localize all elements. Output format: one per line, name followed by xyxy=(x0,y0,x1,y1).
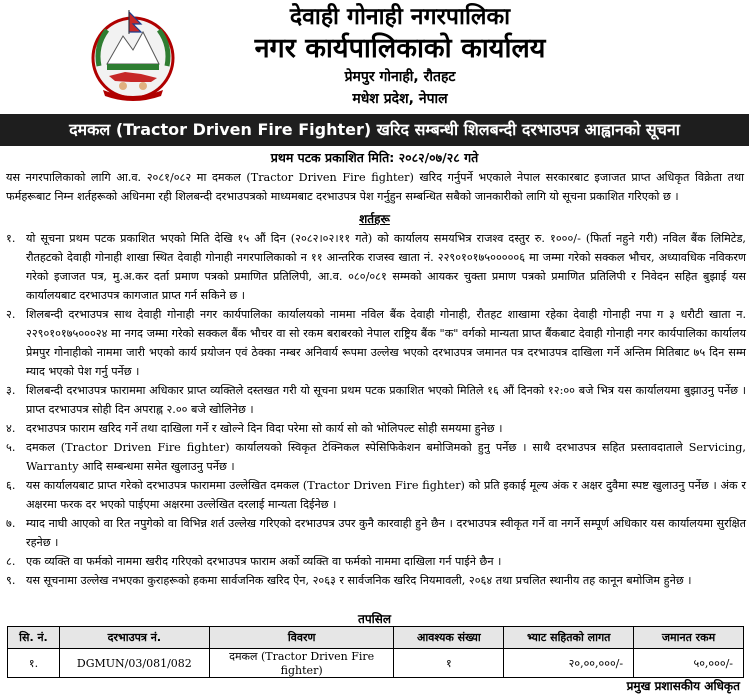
conditions-heading: शर्तहरू xyxy=(359,212,390,226)
column-header: भ्याट सहितको लागत xyxy=(504,627,634,649)
schedule-heading: तपसिल xyxy=(357,612,391,626)
item-text: शिलबन्दी दरभाउपत्र साथ देवाही गोनाही नगर कार्यपालिका कार्यालयको नाममा नविल बैंक देवाही गोनाही, रौतहट शाखामा रहेका देवाही गोनाही नपा ग ३ धरौटी खाता न. २२९०१०१७५०००२४ मा नगद जम्मा गरेको सक्कल बैंक भौचर वा सो रकम बराबरको नेपाल राष्ट्रिय बैंक "क" वर्गको मान्यता प्राप्त बैंकबाट देवाही गोनाही नगर कार्यपालिका कार्यालय प्रेमपुर गोनाहीको नाममा जारी भएको कार्य प्रयोजन एवं ठेक्का नम्बर अनिवार्य रूपमा उल्लेख भएको दरभाउपत्र जमानत पत्र दरभाउपत्र दाखिला गर्ने अन्तिम मितिबाट ७५ दिन सम्म म्याद भएको पेश गर्नु पर्नेछ । xyxy=(26,308,746,378)
table-cell: ५०,०००/- xyxy=(634,649,744,678)
list-item xyxy=(4,229,746,305)
item-text: यो सूचना प्रथम पटक प्रकाशित भएको मिति देखि १५ औं दिन (२०८२।०२।११ गते) को कार्यालय समयभित्र राजश्व दस्तुर रु. १०००/- (फिर्ता नहुने गरी) नविल बैंक लिमिटेड, रौतहटको देवाही गोनाही शाखा स्थित देवाही गोनाही नगरपालिकाको न ११ आन्तरिक राजस्व खाता नं. २२९०१०१७५०००००६ मा जम्मा गरेको सक्कल भौचर, अध्यावधिक नविकरण गरेको इजाजत पत्र, मु.अ.कर दर्ता प्रमाण पत्रको प्रमाणित प्रतिलिपी, आ.व. ०८०/०८१ सम्मको आयकर चुक्ता प्रमाण पत्रको प्रमाणित प्रतिलिपी र निवेदन सहित बुझाई यस कार्यालयबाट दरभाउपत्र कागजात प्राप्त गर्न सकिने छ । xyxy=(26,232,746,302)
item-text: एक व्यक्ति वा फर्मको नाममा खरीद गरिएको दरभाउपत्र फाराम अर्को व्यक्ति वा फर्मको नाममा दाखिला गर्न पाईने छैन । xyxy=(26,555,502,568)
schedule-table xyxy=(7,626,744,678)
table-cell: २०,००,०००/- xyxy=(504,649,634,678)
column-header: आवश्यक संख्या xyxy=(394,627,504,649)
item-number: ४. xyxy=(6,422,16,435)
table-row xyxy=(8,649,744,678)
intro-paragraph: यस नगरपालिकाको लागि आ.व. २०८१/०८२ मा दमकल (Tractor Driven Fire fighter) खरिद गर्नुपर्ने भएकाले नेपाल सरकारबाट इजाजत प्राप्त अधिकृत विक्रेता तथा फर्महरूबाट निम्न शर्तहरूको अधिनमा रही शिलबन्दी दरभाउपत्रको माध्यमबाट दरभाउपत्र पेश गर्नुहुन सम्बन्धित सबैको जानकारीको लागि यो सूचना प्रकाशित गरिएको छ । xyxy=(6,171,744,203)
list-item xyxy=(4,552,746,571)
conditions-list xyxy=(4,229,746,590)
municipality-name: देवाही गोनाही नगरपालिका xyxy=(289,4,511,30)
notice-title-banner: दमकल (Tractor Driven Fire Fighter) खरिद सम्बन्धी शिलबन्दी दरभाउपत्र आह्वानको सूचना xyxy=(0,114,749,146)
list-item xyxy=(4,381,746,419)
item-number: ३. xyxy=(6,384,16,397)
column-header: सि. नं. xyxy=(8,627,60,649)
item-text: यस सूचनामा उल्लेख नभएका कुराहरूको हकमा सार्वजनिक खरिद ऐन, २०६३ र सार्वजनिक खरिद नियमावली, २०६४ तथा प्रचलित स्थानीय तह कानून बमोजिम हुनेछ । xyxy=(26,574,692,587)
item-number: ५. xyxy=(6,441,16,454)
item-number: २. xyxy=(6,308,16,321)
list-item xyxy=(4,305,746,381)
table-cell: दमकल (Tractor Driven Fire fighter) xyxy=(209,649,394,678)
publication-date: प्रथम पटक प्रकाशित मिति: २०८२/०७/२८ गते xyxy=(270,150,479,165)
column-header: विवरण xyxy=(209,627,394,649)
province-country: मधेश प्रदेश, नेपाल xyxy=(352,91,448,107)
item-text: शिलबन्दी दरभाउपत्र फाराममा अधिकार प्राप्त व्यक्तिले दस्तखत गरी यो सूचना प्रथम पटक प्रकाशित भएको मितिले १६ औं दिनको १२:०० बजे भित्र यस कार्यालयमा बुझाउनु पर्नेछ । प्राप्त दरभाउपत्र सोही दिन अपराह्न २.०० बजे खोलिनेछ । xyxy=(26,384,746,416)
list-item xyxy=(4,514,746,552)
table-cell: DGMUN/03/081/082 xyxy=(59,649,209,678)
item-number: ६. xyxy=(6,479,16,492)
table-cell: १. xyxy=(8,649,60,678)
list-item xyxy=(4,438,746,476)
signatory: प्रमुख प्रशासकीय अधिकृत xyxy=(626,679,740,693)
item-number: ७. xyxy=(6,517,16,530)
list-item xyxy=(4,476,746,514)
office-address: प्रेमपुर गोनाही, रौतहट xyxy=(344,69,456,85)
office-titles xyxy=(190,0,610,110)
office-name: नगर कार्यपालिकाको कार्यालय xyxy=(254,33,546,64)
header xyxy=(0,0,749,114)
item-text: म्याद नाघी आएको वा रित नपुगेको वा विभिन्न शर्त उल्लेख गरिएको दरभाउपत्र उपर कुनै कारवाही हुने छैन । दरभाउपत्र स्वीकृत गर्ने वा नगर्ने सम्पूर्ण अधिकार यस कार्यालयमा सुरक्षित रहनेछ । xyxy=(26,517,746,549)
column-header: दरभाउपत्र नं. xyxy=(59,627,209,649)
item-number: ९. xyxy=(6,574,16,587)
table-cell: १ xyxy=(394,649,504,678)
item-text: यस कार्यालयबाट प्राप्त गरेको दरभाउपत्र फाराममा उल्लेखित दमकल (Tractor Driven Fire fighter) को प्रति इकाई मूल्य अंक र अक्षर दुवैमा स्पष्ट खुलाउनु पर्नेछ । अंक र अक्षरमा फरक दर भएको पाईएमा अक्षरमा उल्लेखित दरलाई मान्यता दिईनेछ । xyxy=(26,479,746,511)
item-number: ८. xyxy=(6,555,16,568)
item-text: दरभाउपत्र फाराम खरिद गर्ने तथा दाखिला गर्ने र खोल्ने दिन विदा परेमा सो कार्य सो को भोलिपल्ट सोही समयमा हुनेछ । xyxy=(26,422,503,435)
column-header: जमानत रकम xyxy=(634,627,744,649)
list-item xyxy=(4,571,746,590)
table-header-row xyxy=(8,627,744,649)
nepal-emblem-icon xyxy=(85,6,181,102)
item-text: दमकल (Tractor Driven Fire fighter) कार्यालयको स्विकृत टेक्निकल स्पेसिफिकेशन बमोजिमको हुनु पर्नेछ । साथै दरभाउपत्र सहित प्रस्तावदाताले Servicing, Warranty आदि सम्बन्धमा समेत खुलाउनु पर्नेछ । xyxy=(26,441,746,473)
list-item xyxy=(4,419,746,438)
item-number: १. xyxy=(6,232,16,245)
